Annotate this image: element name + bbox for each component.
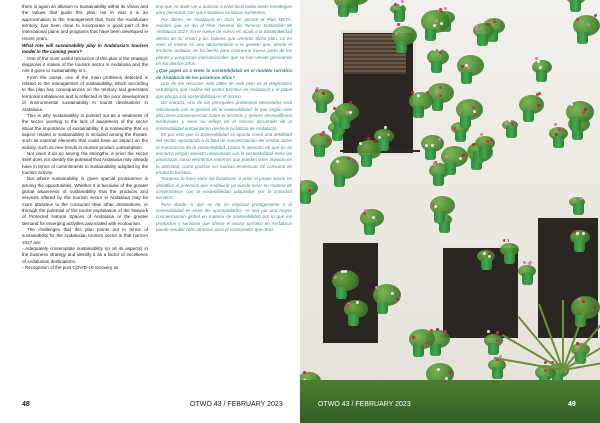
geranium-flower [449,371,452,374]
geranium-flower [436,328,439,331]
geranium-flower [474,113,477,116]
geranium-flower [493,20,496,23]
flower-pot [432,99,443,111]
body-paragraph: Tampoco lo hace entre las fortalezas; a priori el propio sector no identifica el potencial que Andalucía ya puede tener en materia de compromisos con la sostenibilidad adoptados por la actividad turística. [156,176,292,201]
geranium-flower [576,18,579,21]
geranium-flower [308,189,311,192]
geranium-flower [578,298,581,301]
flower-pot [574,240,585,252]
geranium-flower [570,103,573,106]
flower-pot [492,367,503,379]
flower-pot [504,252,515,264]
geranium-flower [505,239,508,242]
spanish-column [156,4,292,233]
english-column [22,4,148,271]
geranium-flower [582,232,585,235]
geranium-flower [347,157,350,160]
geranium-flower [435,19,438,22]
geranium-flower [554,123,557,126]
geranium-flower [411,91,414,94]
geranium-flower [486,23,489,26]
geranium-flower [511,122,514,125]
geranium-flower [582,111,585,114]
flower-pot [394,10,405,22]
flower-pot [506,126,517,138]
geranium-flower [384,126,387,129]
flower-pot [433,174,444,186]
geranium-flower [336,160,339,163]
geranium-flower [467,66,470,69]
geranium-flower [320,133,323,136]
geranium-flower [539,66,542,69]
geranium-flower [397,23,400,26]
geranium-flower [487,330,490,333]
body-paragraph: The challenges that this plan points out in terms of sustainability for the Andalusian tourism sector in that horizon 2027 are: [22,227,148,245]
bullet-item: - Recognition of the post COVID-19 recovery as [22,265,119,271]
geranium-flower [594,14,597,17]
geranium-flower [349,101,352,104]
flower-pot [570,0,581,12]
geranium-flower [537,60,540,63]
geranium-flower [558,128,561,131]
geranium-flower [444,330,447,333]
flower-pot [488,343,499,355]
body-paragraph: there is again an allusion to Sustainability within its Vision and the Values that guide this plan, not in vain it is an approximation to the management that, from the Andalusian territory, has been done to incorporate a good part of the international plans and programs that have been developed in recent years. [22,4,148,41]
body-paragraph: But where sustainability is given special prominence is among the opportunities. Whether it is because of the greater global awareness of sustainability that the products and services offered by the tourism sector in Andalusia may be more attractive to the consumer than other destinations, or through the potential of the tourist exploitation of the Network of Protected Natural Spaces of Andalusia or the greater demand for emerging activities associated with ecotourism. [22,176,148,226]
geranium-flower [461,65,464,68]
body-paragraph: Por último, en Andalucía en 2021 se aprobó el Plan META, nombre que se dio al Plan General de Turismo Sostenible de Andalucía 2027. En el vuelve de nuevo en aludir a la Sostenibilidad dentro de su Visión y los Valores que orientan dicho plan, no en vano el mismo es una aproximación a la gestión que, desde el territorio andaluz, se ha hecho para incorporar buena parte de los planes y programas internacionales que se han venido generando en los últimos años. [156,16,292,67]
geranium-flower [396,298,399,301]
geranium-flower [439,94,442,97]
geranium-flower [573,230,576,233]
geranium-flower [483,252,486,255]
flower-pot [338,5,349,17]
geranium-flower [574,194,577,197]
geranium-flower [391,292,394,295]
flower-pot [570,119,581,131]
geranium-flower [395,32,398,35]
palm-frond [562,300,564,370]
geranium-flower [439,86,442,89]
body-paragraph: Nor does it do so among the strengths, a priori the sector itself does not identify the potential that Andalusia may already have in terms of commitments to sustainability adopted by the tourism activity. [22,150,148,175]
geranium-flower [593,306,596,309]
geranium-flower [347,304,350,307]
geranium-flower [327,138,330,141]
geranium-flower [529,261,532,264]
geranium-flower [431,144,434,147]
running-footer-right: OTWO 43 / FEBRUARY 2023 [318,401,411,408]
section-question: What role will sustainability play in Andalusia's tourism model in the coming years? [22,43,148,55]
geranium-flower [432,195,435,198]
body-paragraph: Es por esto que la Sostenibilidad se apunta como una debilidad del sector, apuntando a la falta de concienciación del mismo sobre la importancia de la sostenibilidad. Llama la atención de que no se enmarca ningún aspecto relacionado con la sostenibilidad entre las amenazas, como elementos externos que pueden tener impacto en la actividad, como podrían ser nuevas tendencias de consumo de producto turístico. [156,131,292,175]
geranium-flower [523,261,526,264]
geranium-flower [496,339,499,342]
geranium-flower [580,197,583,200]
geranium-flower [439,51,442,54]
flower-pot [425,29,436,41]
flower-pot [573,203,584,215]
flower-pot [364,223,375,235]
flower-pot [455,130,466,142]
geranium-flower [322,92,325,95]
page-number-right: 49 [568,401,576,408]
geranium-flower [544,369,547,372]
geranium-flower [504,122,507,125]
body-paragraph: Pero donde sí que se da un especial protagonismo a la sostenibilidad es entre las oportunidades. Ya sea por una mayor concienciación global en materia de sostenibilidad por la que los productos y servicios que ofrece el sector turístico en Andalucía puede resultar más atractivo para el consumidor que otros [156,201,292,233]
geranium-flower [536,93,539,96]
geranium-flower [440,22,443,25]
geranium-flower [459,157,462,160]
geranium-flower [349,111,352,114]
geranium-flower [490,139,493,142]
geranium-flower [576,232,579,235]
body-paragraph: From the outset, one of the main problems detected is related to the management of sustainability, which according to this plan has consequences on the territory and generates territorial imbalances and is reflected in the poor development of environmental sustainability in tourist destinations in Andalusia. [22,74,148,112]
geranium-flower [576,342,579,345]
flower-pot [348,314,359,326]
flower-pot [553,136,564,148]
geranium-flower [344,270,347,273]
flower-pot [361,155,372,167]
flower-pot [300,192,311,204]
geranium-flower [433,48,436,51]
geranium-flower [433,162,436,165]
flower-pot [481,258,492,270]
geranium-flower [354,161,357,164]
geranium-flower [417,94,420,97]
geranium-flower [496,331,499,334]
geranium-flower [356,301,359,304]
courtyard-photo [300,0,600,423]
geranium-flower [363,212,366,215]
geranium-flower [480,133,483,136]
flower-pot [523,110,534,122]
geranium-flower [399,3,402,6]
flower-pot [445,163,456,175]
geranium-flower [426,91,429,94]
flower-pot [430,344,441,356]
geranium-flower [425,144,428,147]
geranium-flower [472,106,475,109]
flower-pot [378,139,389,151]
flower-pot [479,146,490,158]
geranium-flower [378,136,381,139]
geranium-flower [462,154,465,157]
flower-pot [413,106,424,118]
flower-pot [413,345,424,357]
geranium-flower [537,104,540,107]
flower-pot [334,175,345,187]
right-page [300,0,600,423]
geranium-flower [587,23,590,26]
geranium-flower [359,142,362,145]
body-paragraph: Uno de los recursos más útiles de este plan es el diagnóstico estratégico que realiza del sector turístico en Andalucía y el papel que otorga a la sostenibilidad en el mismo. [156,81,292,99]
page-number-left: 48 [22,401,30,408]
geranium-flower [401,0,404,3]
flower-pot [460,116,471,128]
body-paragraph: One of the most useful resources of this plan is the strategic diagnosis it makes of the tourism sector in Andalusia and the role it gives to sustainability in it. [22,55,148,74]
geranium-flower [434,205,437,208]
flower-pot [339,117,350,129]
flower-pot [377,302,388,314]
bullet-item: - Adequately contemplate sustainability (in all its aspects) in the business strategy and identify it as a factor of excellence of Andalusian destinations. [22,246,148,264]
geranium-flower [367,137,370,140]
geranium-flower [334,276,337,279]
geranium-flower [303,371,306,374]
geranium-flower [430,329,433,332]
flower-pot [522,273,533,285]
geranium-flower [584,108,587,111]
geranium-flower [437,368,440,371]
geranium-flower [486,140,489,143]
flower-pot [577,32,588,44]
geranium-flower [453,127,456,130]
geranium-flower [425,342,428,345]
flower-pot [314,145,325,157]
flower-pot [336,287,347,299]
geranium-flower [316,87,319,90]
geranium-flower [582,300,585,303]
geranium-flower [444,7,447,10]
flower-pot [434,211,445,223]
body-paragraph: De entrada, uno de los principales problemas detectados está relacionado con la gestión de la sostenibilidad, lo que según este plan tiene consecuencias sobre el territorio y genera desequilibrios territoriales y tiene su reflejo en el escaso desarrollo de la sostenibilidad ambiental en destinos turísticos de Andalucía. [156,100,292,131]
geranium-flower [372,216,375,219]
geranium-flower [375,286,378,289]
running-footer-left: OTWO 43 / FEBRUARY 2023 [190,401,283,408]
geranium-flower [387,133,390,136]
geranium-flower [403,23,406,26]
geranium-flower [573,198,576,201]
geranium-flower [475,28,478,31]
geranium-flower [438,138,441,141]
window [320,240,381,346]
flower-pot [536,70,547,82]
geranium-flower [555,133,558,136]
geranium-flower [445,155,448,158]
flower-pot [477,34,488,46]
geranium-flower [412,336,415,339]
flower-pot [431,61,442,73]
geranium-flower [575,346,578,349]
flower-pot [396,41,407,53]
flower-pot [316,101,327,113]
geranium-flower [488,255,491,258]
geranium-flower [433,24,436,27]
flower-pot [461,72,472,84]
geranium-flower [435,90,438,93]
body-paragraph: tino que no dude ver a avanzar a nivel local todas estas estrategias para plenamas con sus iniciativas turísticos existentes. [156,4,292,16]
section-question: ¿Qué papel va a tener la sostenibilidad en el modelo turístico de Andalucía de los próximos años? [156,68,292,80]
geranium-flower [346,111,349,114]
flower-pot [425,148,436,160]
geranium-flower [394,3,397,6]
body-paragraph: This is why sustainability is pointed out as a weakness of the sector, pointing to the lack of awareness of the sector about the importance of sustainability. It is noteworthy that no aspect related to sustainability is included among the threats, such as external elements that could have an impact on the activity, such as new trends in tourism product consumption. [22,112,148,150]
